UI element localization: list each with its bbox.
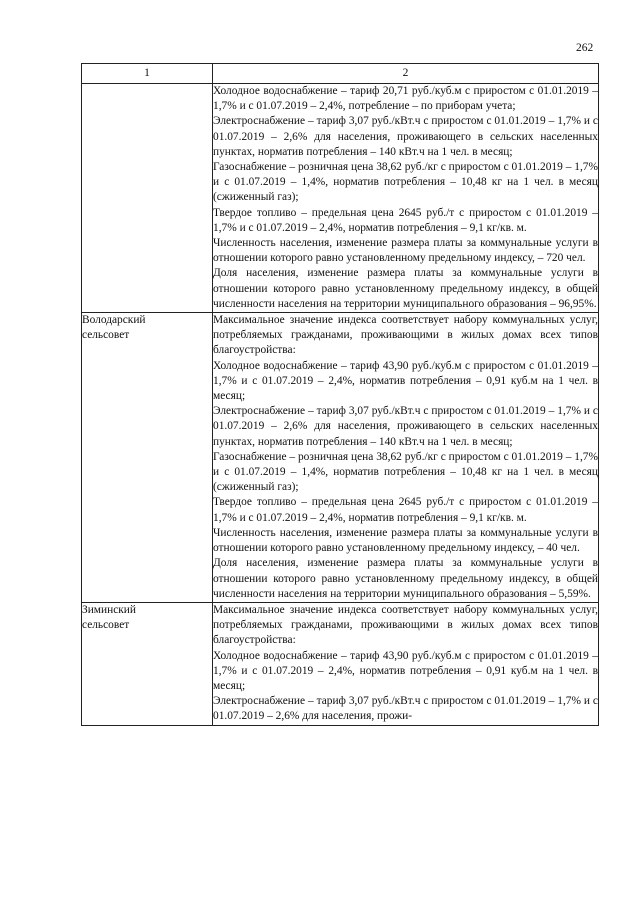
page-number: 262 [576,42,594,54]
description-cell [213,602,599,725]
municipality-name: Зиминский сельсовет [82,603,136,631]
paragraph-electricity: Электроснабжение – тариф 3,07 руб./кВт.ч с приростом с 01.01.2019 – 1,7% и с 01.07.2019 – 2,6% для населения, проживающего в сельских населенных пунктах, норматив потребления – 140 кВт.ч на 1 чел. в месяц; [213,115,598,158]
paragraph-cold-water: Холодное водоснабжение – тариф 43,90 руб./куб.м с приростом с 01.01.2019 – 1,7% и с 01.07.2019 – 2,4%, норматив потребления – 0,91 куб.м на 1 чел. в месяц; [213,359,598,403]
paragraph-electricity: Электроснабжение – тариф 3,07 руб./кВт.ч с приростом с 01.01.2019 – 1,7% и с 01.07.2019 – 2,6% для населения, проживающего в сельских населенных пунктах, норматив потребления – 140 кВт.ч на 1 чел. в месяц; [213,405,598,448]
paragraph-electricity: Электроснабжение – тариф 3,07 руб./кВт.ч с приростом с 01.01.2019 – 1,7% и с 01.07.2019 – 2,6% для населения, прожи- [213,695,598,723]
paragraph-population-share: Доля населения, изменение размера платы за коммунальные услуги в отношении которого равно установленному предельному индексу, в общей численности населения на территории муниципального образования – 96,95%. [213,267,598,310]
tariff-table [81,63,599,726]
paragraph-cold-water: Холодное водоснабжение – тариф 20,71 руб./куб.м с приростом с 01.01.2019 – 1,7% и с 01.07.2019 – 2,4%, потребление – по приборам учета; [213,85,598,113]
table-header-row [82,64,599,84]
description-cell [213,313,599,603]
paragraph-solid-fuel: Твердое топливо – предельная цена 2645 руб./т с приростом с 01.01.2019 – 1,7% и с 01.07.2019 – 2,4%, норматив потребления – 9,1 кг/кв. м. [213,496,598,524]
municipality-cell [82,313,213,603]
paragraph-population: Численность населения, изменение размера платы за коммунальные услуги в отношении которого равно установленному предельному индексу, – 40 чел. [213,526,598,555]
paragraph-population: Численность населения, изменение размера платы за коммунальные услуги в отношении которого равно установленному предельному индексу, – 720 чел. [213,237,598,265]
description-cell [213,84,599,313]
column-header-1: 1 [82,64,213,84]
paragraph-solid-fuel: Твердое топливо – предельная цена 2645 руб./т с приростом с 01.01.2019 – 1,7% и с 01.07.2019 – 2,4%, норматив потребления – 9,1 кг/кв. м. [213,206,598,234]
municipality-name: Володарский сельсовет [82,314,146,342]
paragraph-gas: Газоснабжение – розничная цена 38,62 руб./кг с приростом с 01.01.2019 – 1,7% и с 01.07.2019 – 1,4%, норматив потребления – 10,48 кг на 1 чел. в месяц (сжиженный газ); [213,161,598,204]
table-row [82,602,599,725]
table-row [82,84,599,313]
table-row [82,313,599,603]
paragraph-index-summary: Максимальное значение индекса соответствует набору коммунальных услуг, потребляемых гражданами, проживающими в жилых домах всех типов благоустройства: [213,603,598,647]
paragraph-cold-water: Холодное водоснабжение – тариф 43,90 руб./куб.м с приростом с 01.01.2019 – 1,7% и с 01.07.2019 – 2,4%, норматив потребления – 0,91 куб.м на 1 чел. в месяц; [213,649,598,692]
paragraph-gas: Газоснабжение – розничная цена 38,62 руб./кг с приростом с 01.01.2019 – 1,7% и с 01.07.2019 – 1,4%, норматив потребления – 10,48 кг на 1 чел. в месяц (сжиженный газ); [213,450,598,494]
paragraph-population-share: Доля населения, изменение размера платы за коммунальные услуги в отношении которого равно установленному предельному индексу, в общей численности населения на территории муниципального образования – 5,59%. [213,557,598,600]
paragraph-index-summary: Максимальное значение индекса соответствует набору коммунальных услуг, потребляемых гражданами, проживающими в жилых домах всех типов благоустройства: [213,314,598,357]
municipality-cell [82,602,213,725]
column-header-2: 2 [213,64,599,84]
municipality-cell [82,84,213,313]
